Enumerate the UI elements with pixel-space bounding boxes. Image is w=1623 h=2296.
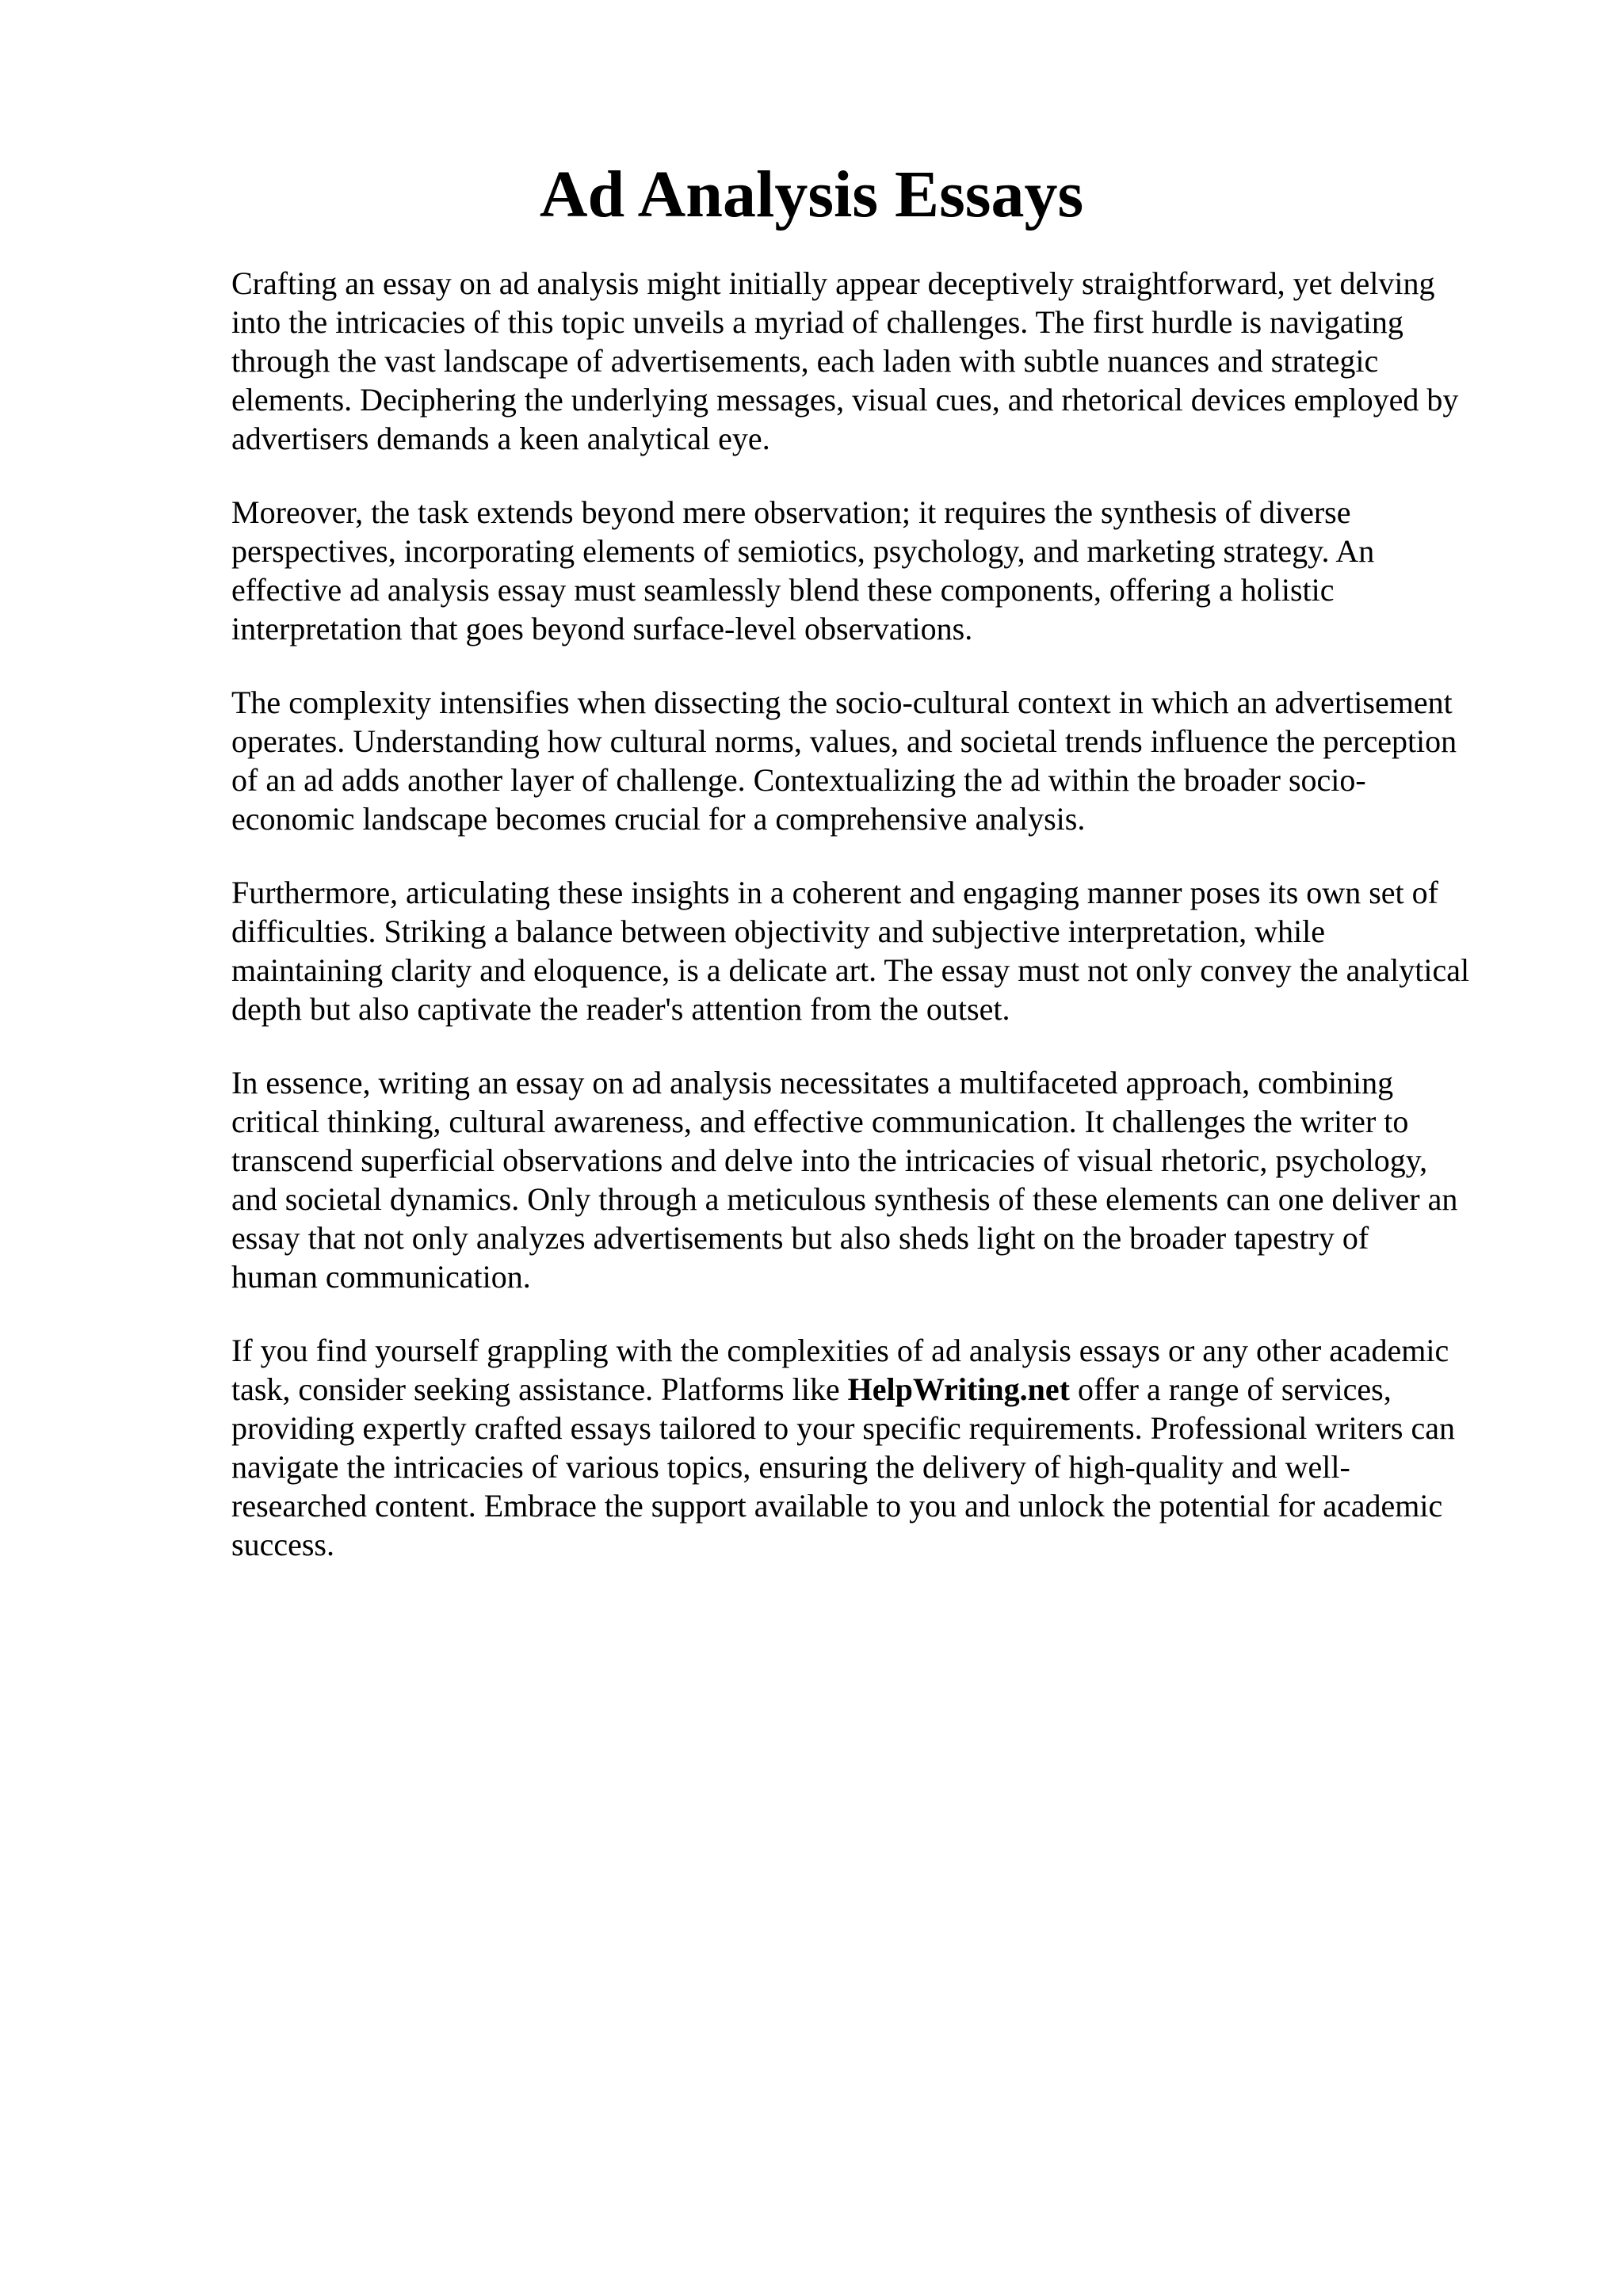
paragraph-4 — [231, 873, 1531, 1028]
paragraph-line: and societal dynamics. Only through a meticulous synthesis of these elements can one deliver an — [231, 1181, 1458, 1217]
paragraph-line: providing expertly crafted essays tailored to your specific requirements. Professional writers can — [231, 1410, 1455, 1446]
paragraph-2 — [231, 493, 1531, 648]
paragraph-line: critical thinking, cultural awareness, and effective communication. It challenges the writer to — [231, 1104, 1409, 1139]
paragraph-line: Crafting an essay on ad analysis might initially appear deceptively straightforward, yet delving — [231, 265, 1435, 301]
paragraph-1 — [231, 264, 1531, 458]
document-title: Ad Analysis Essays — [539, 158, 1084, 231]
paragraph-line: effective ad analysis essay must seamlessly blend these components, offering a holistic — [231, 572, 1335, 608]
paragraph-line-with-brand — [231, 1370, 1531, 1409]
paragraph-line: Moreover, the task extends beyond mere observation; it requires the synthesis of diverse — [231, 494, 1351, 530]
paragraph-line: through the vast landscape of advertisements, each laden with subtle nuances and strategic — [231, 343, 1379, 379]
paragraph-line: depth but also captivate the reader's attention from the outset. — [231, 991, 1010, 1027]
paragraph-line: economic landscape becomes crucial for a comprehensive analysis. — [231, 801, 1086, 837]
paragraph-line: operates. Understanding how cultural norms, values, and societal trends influence the perception — [231, 723, 1457, 759]
paragraph-line: In essence, writing an essay on ad analysis necessitates a multifaceted approach, combining — [231, 1065, 1394, 1100]
helpwriting-link-text: HelpWriting.net — [847, 1371, 1070, 1407]
paragraph-line: of an ad adds another layer of challenge. Contextualizing the ad within the broader socio- — [231, 762, 1366, 798]
paragraph-line: The complexity intensifies when dissecting the socio-cultural context in which an advertisement — [231, 685, 1453, 720]
paragraph-line: human communication. — [231, 1259, 531, 1295]
paragraph-line: into the intricacies of this topic unveils a myriad of challenges. The first hurdle is navigating — [231, 304, 1403, 340]
paragraph-line: advertisers demands a keen analytical eye. — [231, 421, 770, 456]
paragraph-line: success. — [231, 1527, 334, 1562]
paragraph-line: perspectives, incorporating elements of semiotics, psychology, and marketing strategy. An — [231, 533, 1375, 569]
paragraph-line: interpretation that goes beyond surface-level observations. — [231, 611, 973, 646]
paragraph-3 — [231, 683, 1531, 838]
paragraph-line: difficulties. Striking a balance between objectivity and subjective interpretation, while — [231, 913, 1325, 949]
paragraph-line: maintaining clarity and eloquence, is a delicate art. The essay must not only convey the analytical — [231, 952, 1470, 988]
paragraph-5 — [231, 1063, 1531, 1296]
paragraph-6 — [231, 1331, 1531, 1564]
paragraph-text-segment: task, consider seeking assistance. Platforms like — [231, 1371, 848, 1407]
paragraph-line: navigate the intricacies of various topics, ensuring the delivery of high-quality and well- — [231, 1449, 1350, 1485]
essay-body — [231, 264, 1531, 1599]
paragraph-line: Furthermore, articulating these insights in a coherent and engaging manner poses its own set of — [231, 875, 1438, 910]
paragraph-line: researched content. Embrace the support available to you and unlock the potential for academic — [231, 1488, 1443, 1524]
paragraph-line: If you find yourself grappling with the complexities of ad analysis essays or any other academic — [231, 1333, 1449, 1368]
paragraph-line: essay that not only analyzes advertisements but also sheds light on the broader tapestry of — [231, 1220, 1369, 1256]
paragraph-text-segment: offer a range of services, — [1069, 1371, 1392, 1407]
paragraph-line: transcend superficial observations and delve into the intricacies of visual rhetoric, psychology, — [231, 1142, 1428, 1178]
paragraph-line: elements. Deciphering the underlying messages, visual cues, and rhetorical devices employed by — [231, 382, 1459, 418]
